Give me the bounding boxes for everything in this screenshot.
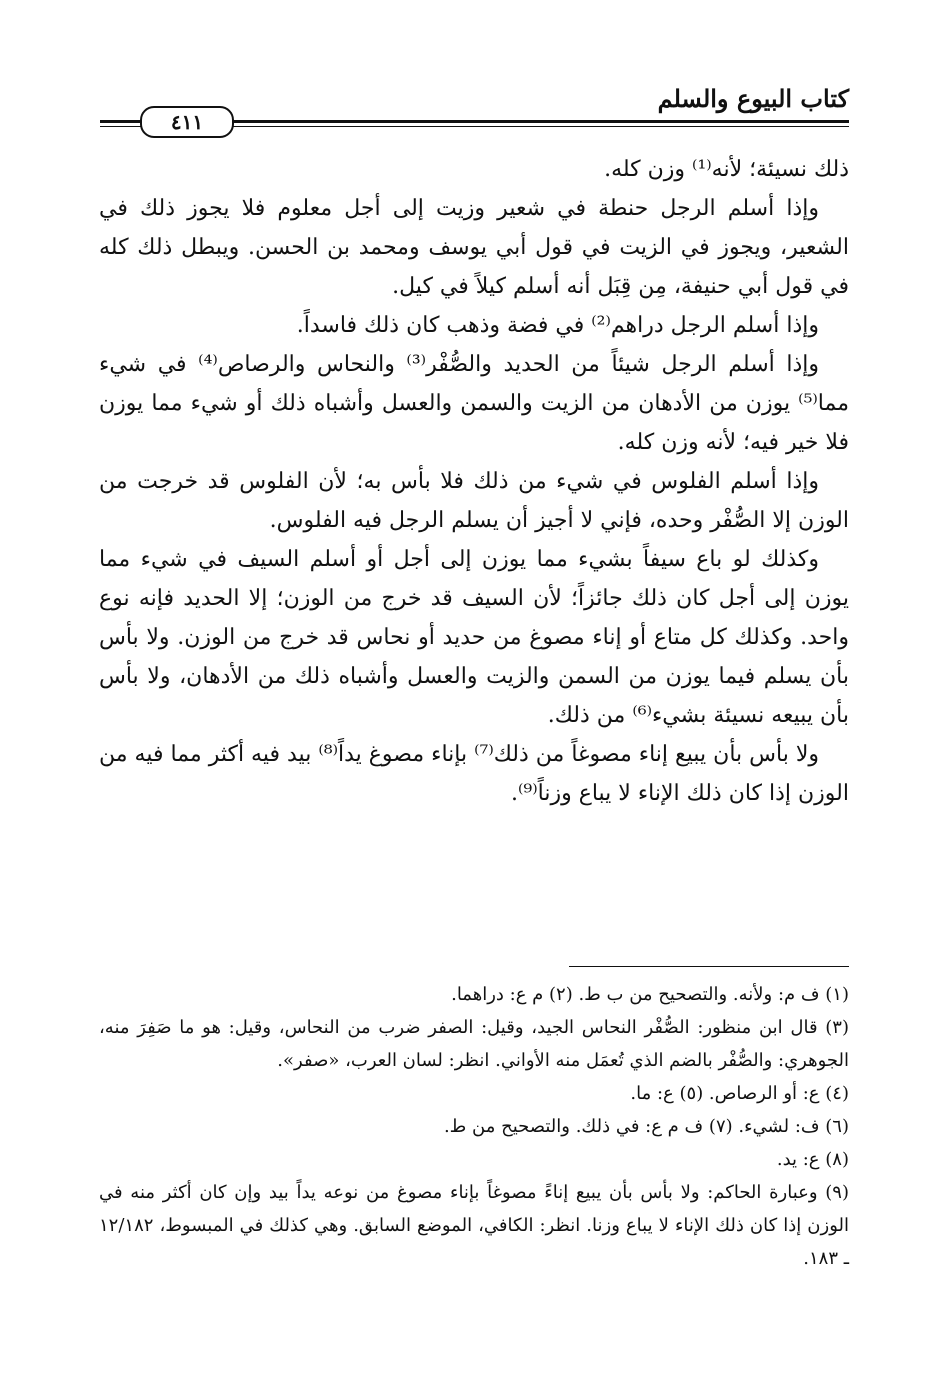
paragraph: وإذا أسلم الرجل حنطة في شعير وزيت إلى أجل معلوم فلا يجوز ذلك في الشعير، ويجوز في الزيت في قول أبي يوسف ومحمد بن الحسن. ويبطل ذلك كله في قول أبي حنيفة، مِن قِبَل أنه أسلم كيلاً في كيل. — [99, 196, 849, 299]
main-text — [99, 150, 849, 813]
page-number-badge: ٤١١ — [140, 106, 234, 138]
paragraph: وكذلك لو باع سيفاً بشيء مما يوزن إلى أجل أو أسلم السيف في شيء مما يوزن إلى أجل كان ذلك جائزاً؛ لأن السيف قد خرج من الوزن؛ إلا الحديد فإنه نوع واحد. وكذلك كل متاع أو إناء مصوغ من حديد أو نحاس قد خرج من الوزن. ولا بأس بأن يسلم فيما يوزن من السمن والزيت والعسل وأشباه ذلك من الأدهان، ولا بأس بأن يبيعه نسيئة بشيء⁽⁶⁾ من ذلك. — [99, 547, 849, 728]
paragraph: وإذا أسلم الرجل شيئاً من الحديد والصُّفْر⁽³⁾ والنحاس والرصاص⁽⁴⁾ في شيء مما⁽⁵⁾ يوزن من الأدهان من الزيت والسمن والعسل وأشباه ذلك أو شيء مما يوزن فلا خير فيه؛ لأنه وزن كله. — [99, 352, 849, 455]
footnotes — [99, 978, 849, 1275]
footnote: (٤) ع: أو الرصاص. (٥) ع: ما. — [630, 1083, 849, 1104]
footnote: (٣) قال ابن منظور: الصُّفْر النحاس الجيد، وقيل: الصفر ضرب من النحاس، وقيل: هو ما صَفِرَ منه، الجوهري: والصُّفْر بالضم الذي تُعمَل منه الأواني. انظر: لسان العرب، «صفر». — [99, 1017, 849, 1071]
paragraph: ذلك نسيئة؛ لأنه⁽¹⁾ وزن كله. — [604, 157, 849, 182]
paragraph: وإذا أسلم الرجل دراهم⁽²⁾ في فضة وذهب كان ذلك فاسداً. — [296, 313, 819, 338]
running-header-title: كتاب البيوع والسلم — [657, 84, 849, 113]
paragraph: وإذا أسلم الفلوس في شيء من ذلك فلا بأس به؛ لأن الفلوس قد خرجت من الوزن إلا الصُّفْر وحده، فإني لا أجيز أن يسلم الرجل فيه الفلوس. — [99, 469, 849, 533]
paragraph: ولا بأس بأن يبيع إناء مصوغاً من ذلك⁽⁷⁾ بإناء مصوغ يداً⁽⁸⁾ بيد فيه أكثر مما فيه من الوزن إذا كان ذلك الإناء لا يباع وزناً⁽⁹⁾. — [99, 742, 849, 806]
footnote-separator — [569, 966, 849, 967]
footnote: (١) ف م: ولأنه. والتصحيح من ب ط. (٢) م ع: دراهما. — [451, 984, 849, 1005]
footnote: (٨) ع: يد. — [776, 1149, 849, 1170]
footnote: (٩) وعبارة الحاكم: ولا بأس بأن يبيع إناءً مصوغاً بإناء مصوغ من نوعه يداً بيد وإن كان أكثر منه في الوزن إذا كان ذلك الإناء لا يباع وزنا. انظر: الكافي، الموضع السابق. وهي كذلك في المبسوط، ١٢/١٨٢ ـ ١٨٣. — [99, 1182, 849, 1269]
footnote: (٦) ف: لشيء. (٧) ف م ع: في ذلك. والتصحيح من ط. — [443, 1116, 849, 1137]
